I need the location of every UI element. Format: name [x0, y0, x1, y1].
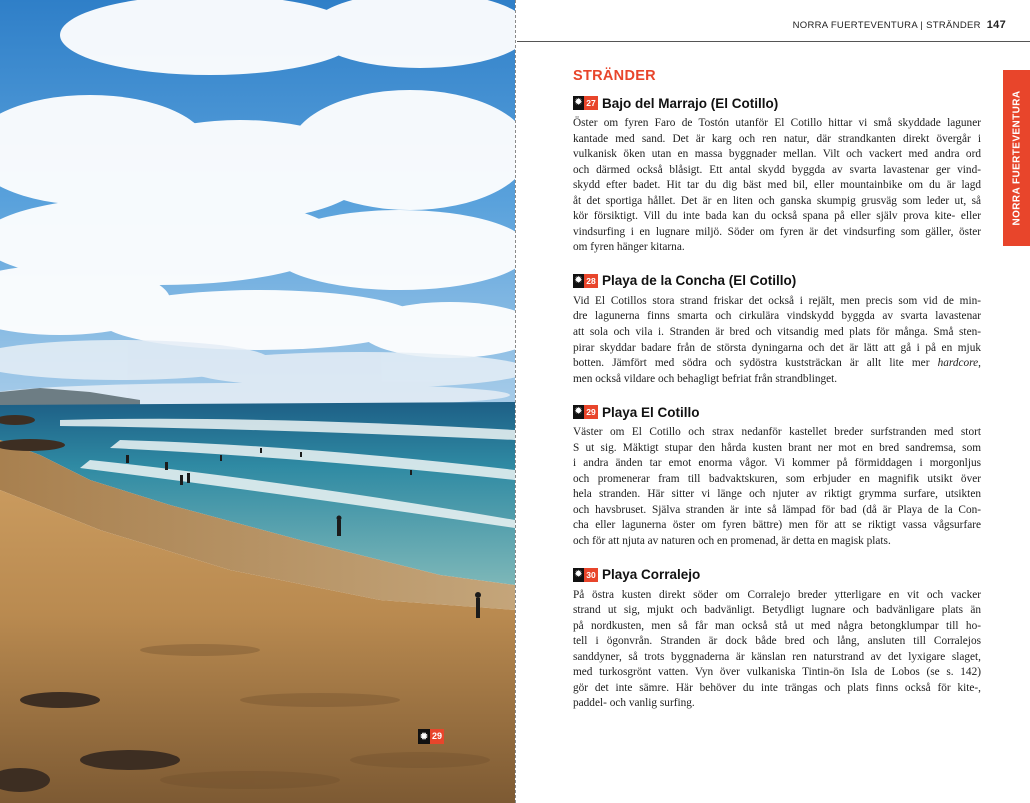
- sun-icon: ✹: [574, 274, 583, 286]
- body-line: botten. Jämfört med södra och sydöstra kuststräckan är allt lite mer hardcore,: [573, 357, 981, 370]
- sun-icon: ✹: [574, 97, 583, 108]
- body-line: skydd efter badet. Hit tar du dig bäst med bil, eller mountainbike om du är lagd: [573, 179, 981, 192]
- body-line: strand ut sig, mjukt och badvänligt. Betydligt lugnare och badvänligare plats än: [573, 604, 981, 617]
- sun-icon: ✹: [574, 568, 583, 580]
- side-tab: [1003, 70, 1030, 246]
- body-line: kör försiktigt. Vill du inte bada kan du också spana på eller själv prova kite- eller: [573, 210, 981, 223]
- body-line: cha eller lagunerna öster om fyren bättre) men för att se riktigt vassa vågsurfare: [573, 519, 981, 532]
- sun-icon: ✹: [574, 406, 583, 418]
- page-number: 147: [986, 19, 1006, 31]
- header-rule: [517, 41, 1030, 42]
- body-line: tell i ögonvrån. Stranden är dock både bred och lång, ansluten till Corralejos: [573, 635, 981, 648]
- photo-location-marker: [418, 729, 444, 744]
- entry-heading: [573, 94, 981, 112]
- text-page: [517, 0, 1030, 803]
- body-line: På östra kusten direkt söder om Corralejo breder ytterligare en vit och vacker: [573, 588, 981, 601]
- beach-entry: [573, 94, 981, 256]
- body-line: men också vildare och behagligt befriat från strandblinget.: [573, 372, 838, 385]
- body-line: att sola och vila i. Stranden är bred och vitsandig med plats för många. Små sten-: [573, 326, 981, 339]
- body-line: pirar skyddar badare från de största dyningarna och det är lätt att gå i på en mjuk: [573, 341, 981, 354]
- body-line: S ut sig. Mäktigt stupar den hårda kusten brant ner mot en bred sandremsa, som: [573, 441, 981, 454]
- article-content: [573, 68, 981, 728]
- running-head-section: NORRA FUERTEVENTURA: [792, 20, 918, 31]
- entry-number: 27: [584, 96, 598, 110]
- entry-heading: [573, 403, 981, 421]
- body-line: Öster om fyren Faro de Tostón utanför El Cotillo hittar vi små skyddade laguner: [573, 117, 981, 129]
- body-line: i andra änden tar emot enorma vågor. Vi kommer på förmiddagen i morgonljus: [573, 457, 981, 470]
- photo-marker-number: 29: [430, 729, 444, 744]
- entry-body: [573, 425, 981, 549]
- entry-number: 30: [584, 568, 598, 582]
- entry-marker: [573, 568, 598, 582]
- entry-marker: [573, 96, 598, 110]
- side-tab-label: NORRA FUERTEVENTURA: [1011, 90, 1022, 226]
- beach-entry: [573, 403, 981, 549]
- beach-entry: [573, 566, 981, 712]
- entry-title: Playa El Cotillo: [602, 404, 700, 420]
- sun-icon: ✹: [419, 730, 429, 743]
- entry-title: Playa Corralejo: [602, 567, 701, 583]
- body-line: och havsbruset. Själva stranden är inte så lämpad för bad (då är Playa de la Con-: [573, 503, 981, 516]
- running-head: [793, 19, 1006, 31]
- body-line: dre lagunerna finns smarta och cirkulära vindskydd byggda av svarta lavastenar: [573, 310, 981, 323]
- entry-title: Playa de la Concha (El Cotillo): [602, 273, 797, 289]
- entry-body: [573, 294, 981, 387]
- running-head-chapter: STRÄNDER: [926, 20, 981, 31]
- body-line: vindsurfing i en lugnare miljö. Söder om fyren är det vindsurfing som gäller, öster: [573, 225, 981, 238]
- body-line: och därmed också blåsigt. Ett antal skydd byggda av svarta lavastenar ger vind-: [573, 163, 981, 176]
- body-line: åt det sportiga hållet. Det är en liten och ganska skumpig grusväg som leder ut, så: [573, 194, 981, 207]
- body-line: med turkosgrönt vatten. Vyn över vulkaniska Tintin-ön Isla de Lobos (se s. 142): [573, 666, 981, 679]
- body-line: sanddyner, så trots byggnaderna är känslan ren naturstrand av det lyxigare slaget,: [573, 650, 981, 663]
- entry-heading: [573, 272, 981, 290]
- entry-body: [573, 116, 981, 256]
- entry-body: [573, 588, 981, 712]
- body-line: kantade med sand. Det är karg och ren natur, där strandkanten direkt övergår i: [573, 132, 981, 145]
- body-line: vulkanisk öken utan en massa byggnader mellan. Vilt och vackert med andra ord: [573, 148, 981, 161]
- entry-title: Bajo del Marrajo (El Cotillo): [602, 95, 779, 111]
- entry-marker: [573, 274, 598, 288]
- running-head-separator: |: [920, 20, 924, 31]
- beach-entry: [573, 272, 981, 387]
- body-line: och för att njuta av naturen och en promenad, är detta en magisk plats.: [573, 535, 891, 548]
- body-line: på nordkusten, men så får man också stå ut med några betongklumpar till ho-: [573, 619, 981, 632]
- body-line: hela stranden. Här sitter vi länge och njuter av riktigt grymma surfare, utsikten: [573, 488, 981, 501]
- body-line: och promenerar fram till badvaktskuren, som erbjuder en magnifik utsikt över: [573, 472, 981, 485]
- entry-number: 29: [584, 405, 598, 419]
- body-line: om fyren hänger kitarna.: [573, 241, 685, 254]
- entry-heading: [573, 566, 981, 584]
- entry-number: 28: [584, 274, 598, 288]
- body-line: gör det inte sämre. Här behöver du inte trängas och plats finns också för kite-,: [573, 681, 981, 694]
- body-line: Vid El Cotillos stora strand friskar det också i rejält, men precis som vid de min-: [573, 294, 981, 307]
- body-line: paddel- och vanlig surfing.: [573, 697, 695, 710]
- body-line: Väster om El Cotillo och strax nedanför kastellet breder surfstranden med stort: [573, 426, 981, 439]
- section-title: STRÄNDER: [573, 68, 656, 84]
- entry-marker: [573, 405, 598, 419]
